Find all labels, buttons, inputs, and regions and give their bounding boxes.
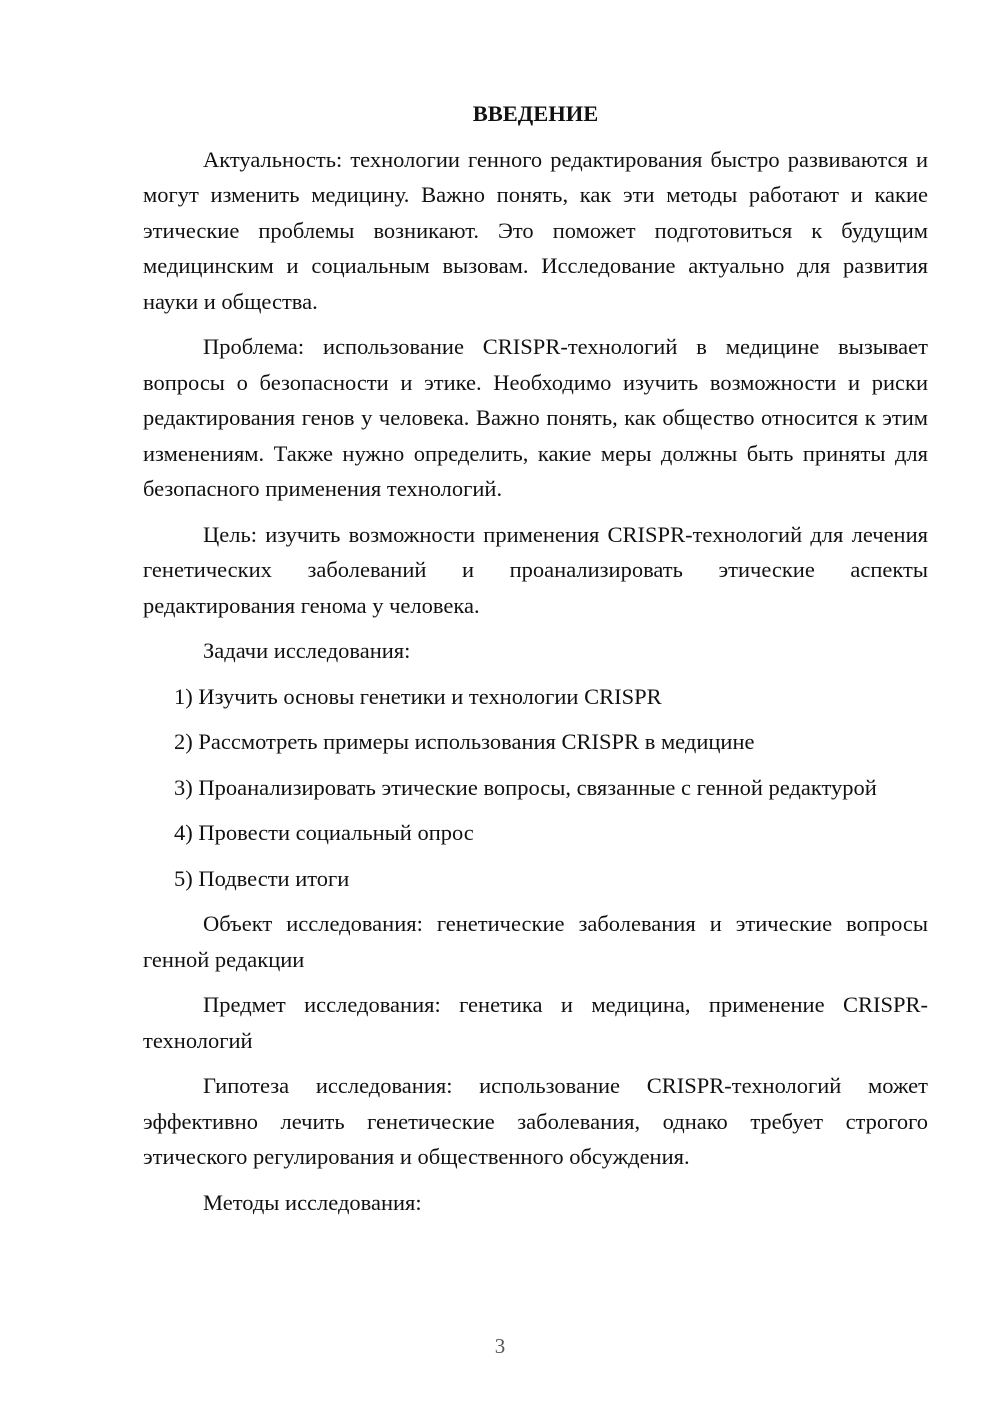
- paragraph-subject: Предмет исследования: генетика и медицина, применение CRISPR-технологий: [143, 992, 928, 1053]
- document-page: [143, 96, 928, 1230]
- task-item-3: 3) Проанализировать этические вопросы, связанные с генной редактурой: [174, 774, 877, 800]
- page-number: 3: [494, 1334, 506, 1358]
- page-title: ВВЕДЕНИЕ: [472, 101, 599, 126]
- paragraph-hypothesis: Гипотеза исследования: использование CRISPR-технологий может эффективно лечить генетические заболевания, однако требует строгого этического регулирования и общественного обсуждения.: [143, 1073, 928, 1169]
- paragraph-relevance: Актуальность: технологии генного редактирования быстро развиваются и могут изменить медицину. Важно понять, как эти методы работают и какие этические проблемы возникают. Это поможет подготовиться к будущим медицинским и социальным вызовам. Исследование актуально для развития науки и общества.: [143, 146, 928, 314]
- paragraph-object: Объект исследования: генетические заболевания и этические вопросы генной редакции: [143, 911, 928, 972]
- methods-title: Методы исследования:: [203, 1189, 422, 1215]
- task-item-1: 1) Изучить основы генетики и технологии CRISPR: [174, 683, 662, 709]
- tasks-title: Задачи исследования:: [203, 638, 411, 663]
- task-item-2: 2) Рассмотреть примеры использования CRISPR в медицине: [174, 729, 755, 754]
- task-item-5: 5) Подвести итоги: [174, 865, 350, 891]
- task-item-4: 4) Провести социальный опрос: [174, 820, 474, 845]
- paragraph-problem: Проблема: использование CRISPR-технологий в медицине вызывает вопросы о безопасности и этике. Необходимо изучить возможности и риски редактирования генов у человека. Важно понять, как общество относится к этим изменениям. Также нужно определить, какие меры должны быть приняты для безопасного применения технологий.: [143, 334, 928, 501]
- paragraph-goal: Цель: изучить возможности применения CRISPR-технологий для лечения генетических заболеваний и проанализировать этические аспекты редактирования генома у человека.: [143, 521, 928, 618]
